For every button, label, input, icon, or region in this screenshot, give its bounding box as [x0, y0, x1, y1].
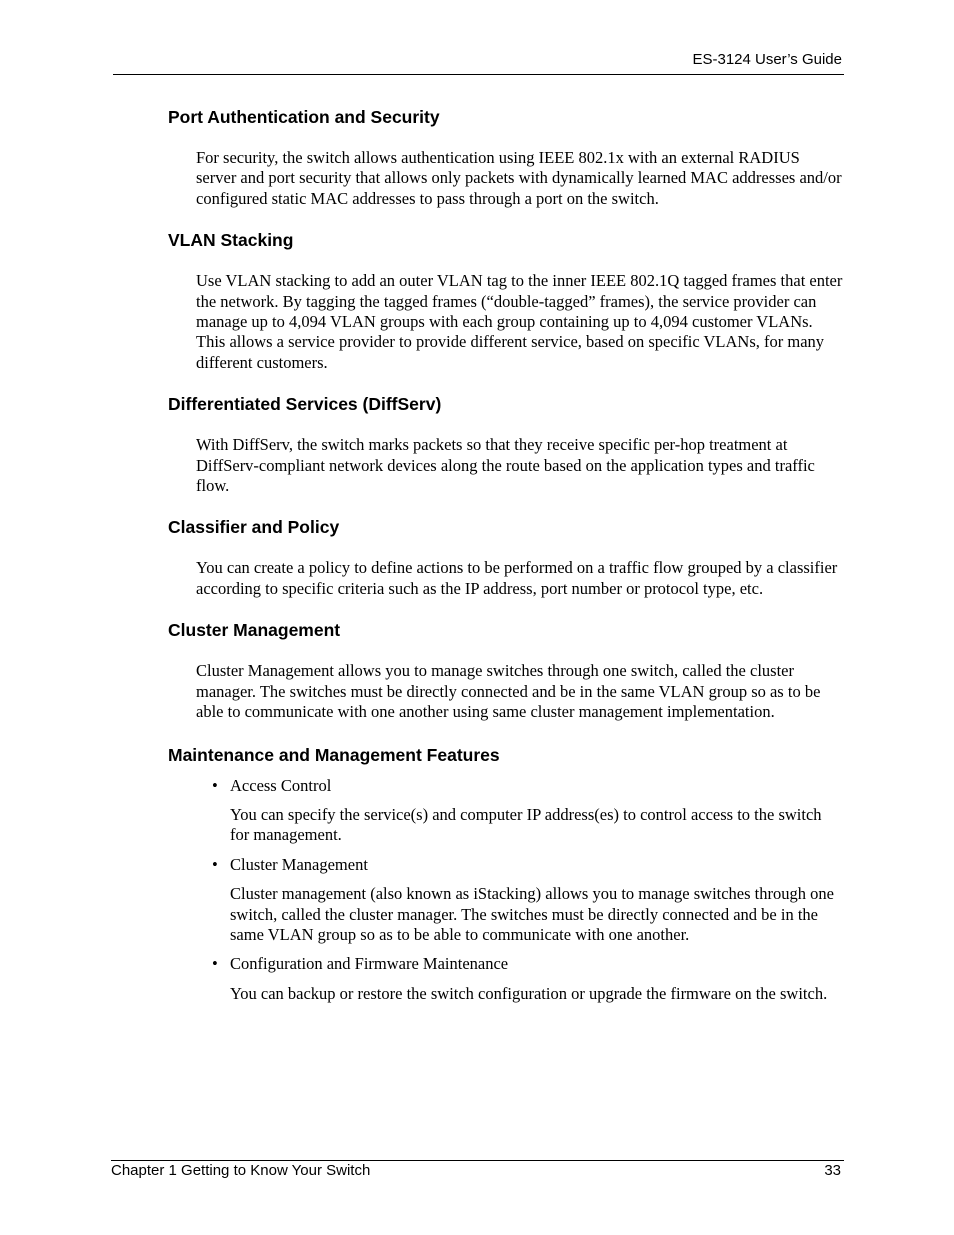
feature-list [212, 776, 844, 1005]
section-heading: Classifier and Policy [168, 517, 340, 538]
section-vlan-stacking [168, 229, 844, 373]
section-heading: Cluster Management [168, 620, 341, 641]
feature-title: Configuration and Firmware Maintenance [230, 954, 509, 974]
section-body: For security, the switch allows authentication using IEEE 802.1x with an external RADIUS server and port security that allows only packets with dynamically learned MAC addresses and/or configured static MAC addresses to pass through a port on the switch. [196, 148, 842, 208]
footer-chapter: Chapter 1 Getting to Know Your Switch [111, 1162, 371, 1179]
header-title: ES-3124 User’s Guide [692, 51, 842, 68]
footer-rule [111, 1160, 844, 1161]
bullet-icon: • [212, 854, 218, 874]
feature-description: You can backup or restore the switch configuration or upgrade the firmware on the switch. [230, 983, 828, 1003]
feature-description: Cluster management (also known as iStacking) allows you to manage switches through one switch, called the cluster manager. The switches must be directly connected and be in the same VLAN group so as to be able to communicate with one another. [230, 884, 834, 944]
section-classifier-policy [168, 516, 844, 599]
section-heading: Differentiated Services (DiffServ) [168, 394, 442, 415]
bullet-line [212, 776, 844, 796]
section-body: Cluster Management allows you to manage switches through one switch, called the cluster manager. The switches must be directly connected and be in the same VLAN group so as to be able to communicate with one another using same cluster management implementation. [196, 661, 821, 722]
page-content [168, 106, 844, 1013]
feature-title: Access Control [230, 775, 332, 795]
bullet-icon: • [212, 954, 218, 974]
bullet-icon: • [212, 775, 218, 795]
bullet-line [212, 855, 844, 875]
section-cluster-management [168, 619, 844, 722]
page-number: 33 [824, 1162, 841, 1179]
section-body: Use VLAN stacking to add an outer VLAN tag to the inner IEEE 802.1Q tagged frames that enter the network. By tagging the tagged frames (“double-tagged” frames), the service provider can manage up to 4,094 VLAN groups with each group containing up to 4,094 customer VLANs. This allows a service provider to provide different service, based on specific VLANs, for many different customers. [196, 271, 843, 372]
list-item [212, 855, 844, 946]
section-port-authentication [168, 106, 844, 209]
header-rule [113, 74, 844, 75]
section-heading: VLAN Stacking [168, 230, 294, 251]
section-body: You can create a policy to define actions to be performed on a traffic flow grouped by a classifier according to specific criteria such as the IP address, port number or protocol type, etc. [196, 558, 838, 598]
section-heading: Port Authentication and Security [168, 107, 440, 127]
section-heading: Maintenance and Management Features [168, 744, 500, 765]
feature-description: You can specify the service(s) and computer IP address(es) to control access to the switch for management. [230, 804, 822, 845]
list-item [212, 954, 844, 1004]
list-item [212, 776, 844, 846]
section-diffserv [168, 393, 844, 496]
section-maintenance-features [168, 744, 844, 1005]
feature-title: Cluster Management [230, 854, 368, 874]
section-body: With DiffServ, the switch marks packets so that they receive specific per-hop treatment at DiffServ-compliant network devices along the route based on the application types and traffic flow. [196, 435, 815, 496]
bullet-line [212, 954, 844, 974]
